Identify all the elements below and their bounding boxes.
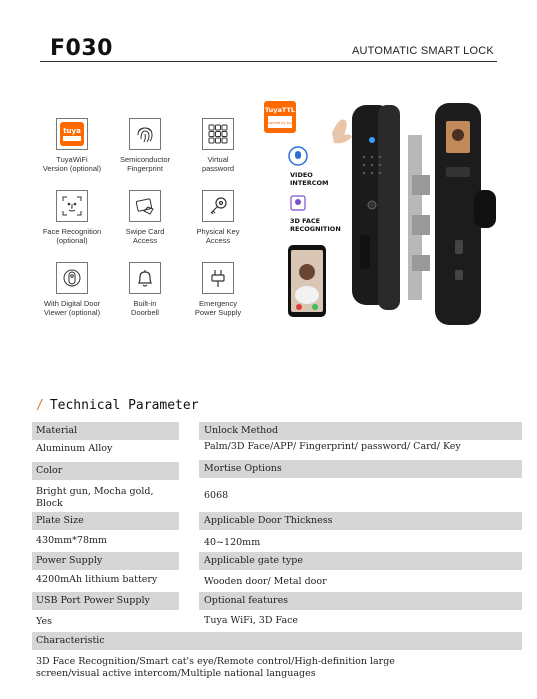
feature-emergency-power — [180, 262, 256, 317]
optional-value: Tuya WiFi, 3D Face — [204, 615, 299, 626]
feature-label: Virtual password — [201, 155, 235, 173]
keypad-icon — [202, 118, 234, 150]
feature-label: With Digital Door Viewer (optional) — [43, 299, 101, 317]
section-title — [36, 398, 199, 413]
feature-fingerprint — [107, 118, 183, 173]
optional-label: Optional features — [204, 595, 289, 606]
feature-virtual-password — [180, 118, 256, 173]
feature-label: Built-in Doorbell — [131, 299, 159, 317]
section-title-text: Technical Parameter — [49, 398, 199, 413]
key-icon — [202, 190, 234, 222]
mortise-label: Mortise Options — [204, 463, 282, 474]
feature-physical-key — [180, 190, 256, 245]
gate-value: Wooden door/ Metal door — [204, 576, 327, 587]
usb-value: Yes — [36, 616, 52, 627]
feature-label: Semiconductor Fingerprint — [119, 155, 171, 173]
feature-label: Physical Key Access — [196, 227, 240, 245]
feature-tuya-wifi — [34, 118, 110, 173]
size-label: Plate Size — [36, 515, 84, 526]
feature-label: TuyaWiFi Version (optional) — [42, 155, 102, 173]
product-subtitle: AUTOMATIC SMART LOCK — [352, 45, 494, 57]
plug-icon — [202, 262, 234, 294]
characteristic-value: 3D Face Recognition/Smart cat's eye/Remote control/High-definition large screen/visual active intercom/Multiple national languages — [36, 656, 395, 679]
size-value: 430mm*78mm — [36, 535, 108, 546]
color-label: Color — [36, 465, 63, 476]
color-value: Bright gun, Mocha gold, Block — [36, 486, 154, 509]
material-label: Material — [36, 425, 78, 436]
feature-label: Face Recognition (optional) — [42, 227, 102, 245]
characteristic-label: Characteristic — [36, 635, 105, 646]
svg-text:tuya: tuya — [63, 127, 81, 135]
mortise-value: 6068 — [204, 490, 229, 501]
fingerprint-icon — [129, 118, 161, 150]
material-value: Aluminum Alloy — [36, 443, 113, 454]
tuya-badge-label: TuyaTTL — [264, 106, 296, 114]
power-value: 4200mAh lithium battery — [36, 574, 158, 585]
bell-icon — [129, 262, 161, 294]
feature-label: Emergency Power Supply — [194, 299, 242, 317]
model-title: F030 — [50, 36, 113, 61]
thickness-label: Applicable Door Thickness — [204, 515, 333, 526]
feature-face-recognition — [34, 190, 110, 245]
product-image — [260, 95, 525, 345]
title-accent-slash: / — [36, 398, 44, 413]
feature-doorbell — [107, 262, 183, 317]
feature-swipe-card — [107, 190, 183, 245]
3d-face-label: 3D FACE RECOGNITION — [290, 217, 341, 233]
feature-label: Swipe Card Access — [125, 227, 165, 245]
unlock-label: Unlock Method — [204, 425, 279, 436]
tuya-badge-sub: Powered by tuya — [265, 121, 295, 125]
thickness-value: 40~120mm — [204, 537, 261, 548]
video-intercom-label: VIDEO INTERCOM — [290, 171, 329, 187]
unlock-value: Palm/3D Face/APP/ Fingerprint/ password/ Card/ Key — [204, 441, 461, 452]
card-icon — [129, 190, 161, 222]
header-divider — [40, 61, 497, 62]
gate-label: Applicable gate type — [204, 555, 303, 566]
power-label: Power Supply — [36, 555, 103, 566]
feature-door-viewer — [34, 262, 110, 317]
tuya-logo-icon — [56, 118, 88, 150]
face-scan-icon — [56, 190, 88, 222]
usb-label: USB Port Power Supply — [36, 595, 150, 606]
door-viewer-icon — [56, 262, 88, 294]
row-bg — [32, 632, 522, 650]
